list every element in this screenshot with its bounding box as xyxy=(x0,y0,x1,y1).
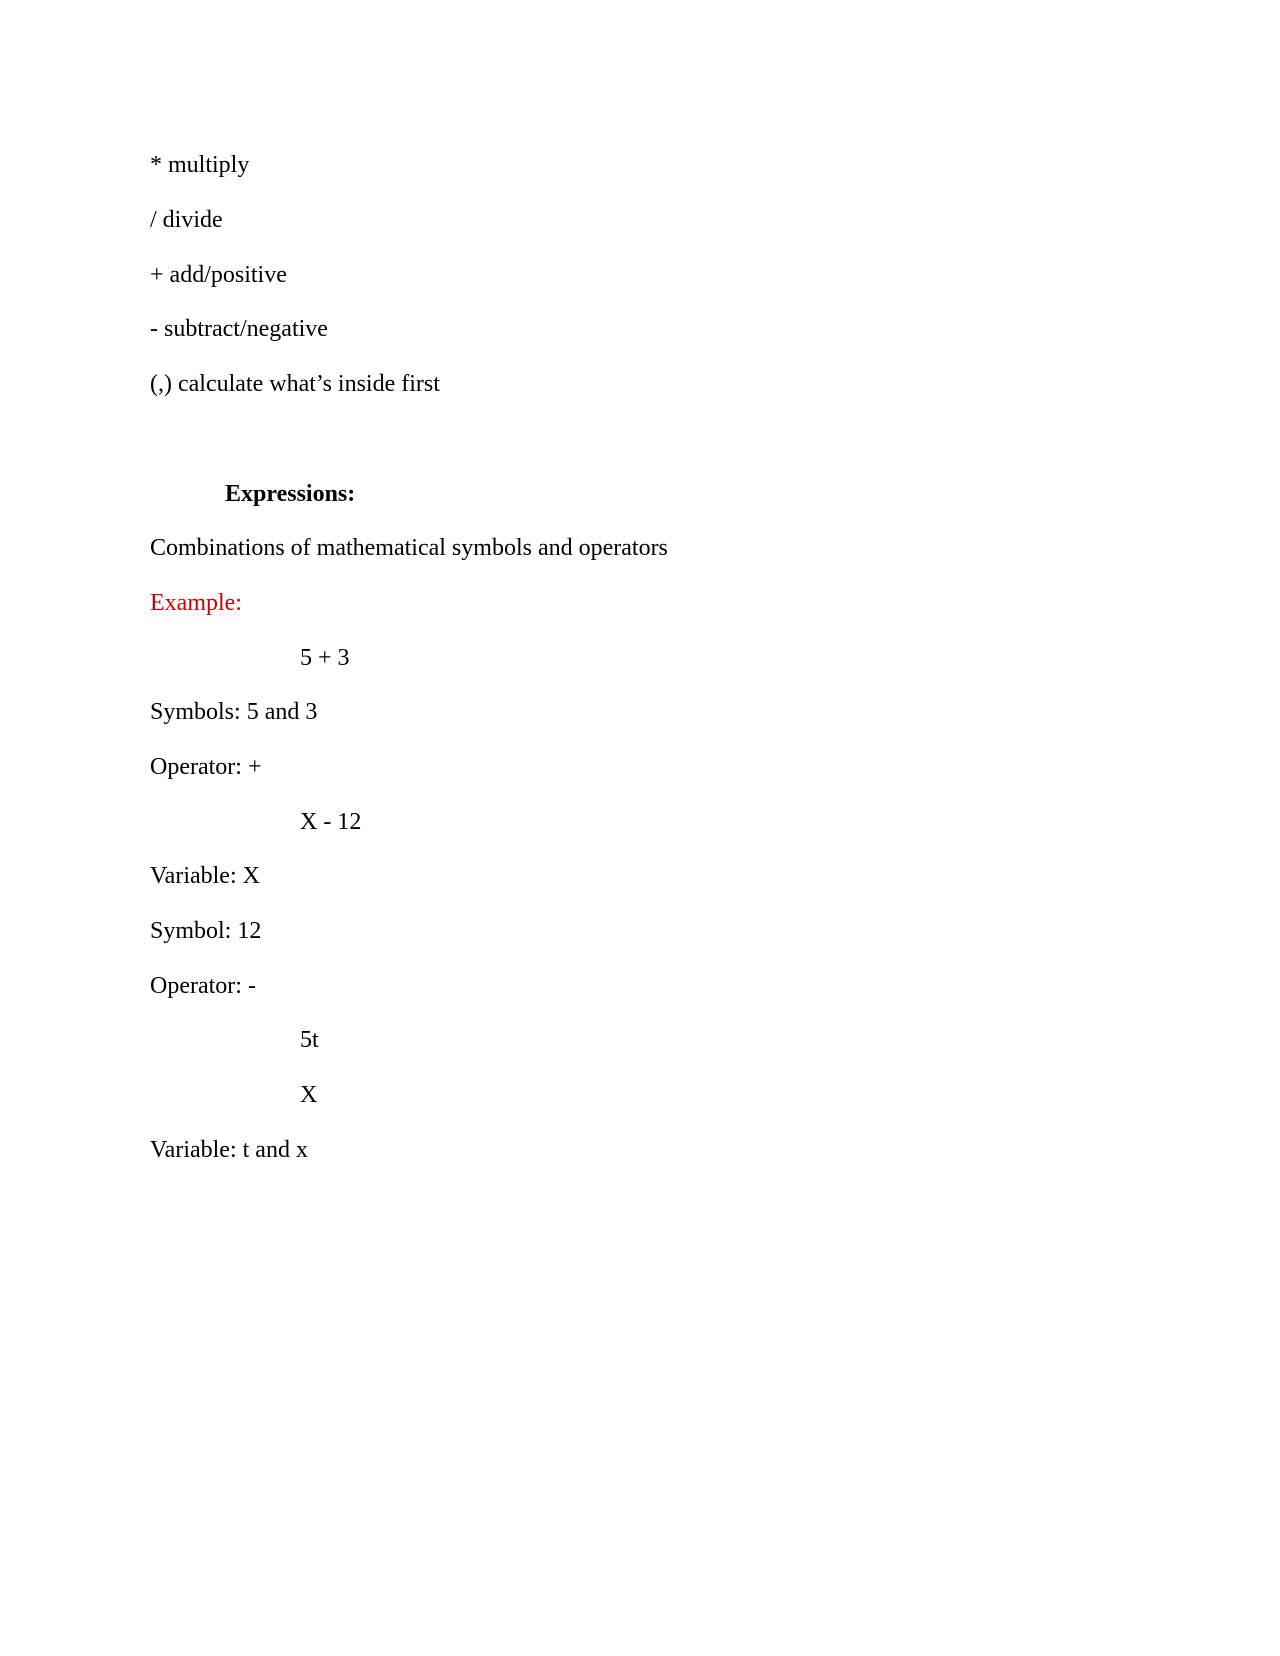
operator-divide: / divide xyxy=(150,207,223,233)
example3-variable: Variable: t and x xyxy=(150,1137,308,1163)
example3-expression-a: 5t xyxy=(300,1027,319,1053)
example1-expression: 5 + 3 xyxy=(300,645,350,671)
expressions-heading: Expressions: xyxy=(225,481,356,507)
operator-parentheses: (,) calculate what’s inside first xyxy=(150,371,440,397)
example-label: Example: xyxy=(150,590,242,616)
operator-subtract: - subtract/negative xyxy=(150,316,328,342)
example2-symbol: Symbol: 12 xyxy=(150,918,262,944)
example2-operator: Operator: - xyxy=(150,973,256,999)
example1-operator: Operator: + xyxy=(150,754,262,780)
example2-variable: Variable: X xyxy=(150,863,260,889)
example3-expression-b: X xyxy=(300,1082,318,1108)
operator-multiply: * multiply xyxy=(150,152,250,178)
expressions-definition: Combinations of mathematical symbols and operators xyxy=(150,535,668,561)
example1-symbols: Symbols: 5 and 3 xyxy=(150,699,318,725)
operator-add: + add/positive xyxy=(150,262,287,288)
example2-expression: X - 12 xyxy=(300,809,362,835)
